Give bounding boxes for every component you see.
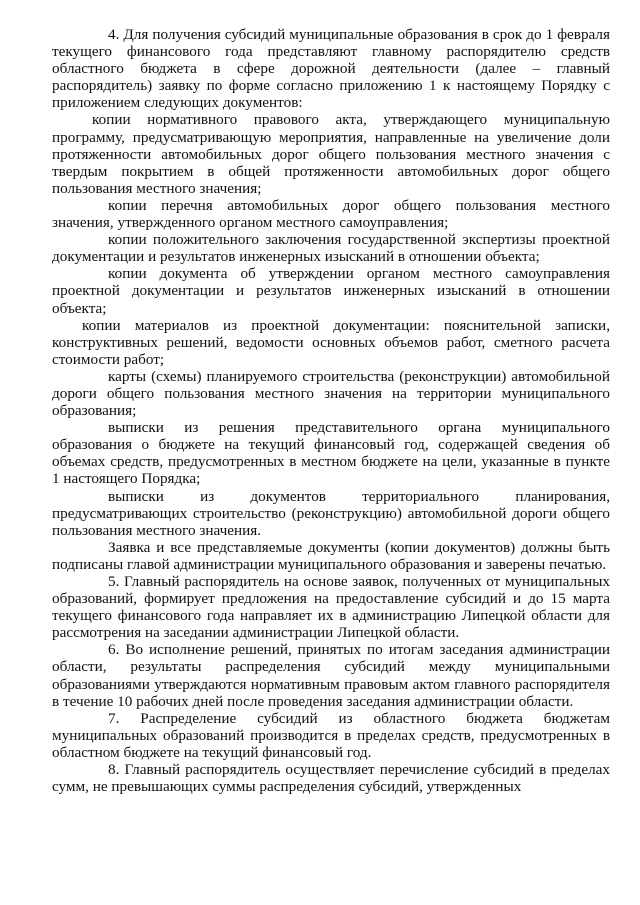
- paragraph-4-intro: 4. Для получения субсидий муниципальные образования в срок до 1 февраля текущего финансового года представляют главному распорядителю средств областного бюджета в сфере дорожной деятельности (далее – главный распорядитель) заявку по форме согласно приложению 1 к настоящему Порядку с приложением следующих документов:: [52, 26, 610, 112]
- list-item-maps: карты (схемы) планируемого строительства (реконструкции) автомобильной дороги общего пользования местного значения на территории муниципального образования;: [52, 367, 610, 420]
- list-item-roads-list: копии перечня автомобильных дорог общего пользования местного значения, утвержденного органом местного самоуправления;: [52, 196, 610, 232]
- paragraph-6: 6. Во исполнение решений, принятых по итогам заседания администрации области, результаты распределения субсидий между муниципальными образованиями утверждаются нормативным правовым актом главного распорядителя в течение 10 рабочих дней после проведения заседания администрации области.: [52, 641, 610, 710]
- list-item-approval-document: копии документа об утверждении органом местного самоуправления проектной документации и результатов инженерных изысканий в отношении объекта;: [52, 265, 610, 317]
- list-item-budget-extract: выписки из решения представительного органа муниципального образования о бюджете на текущий финансовый год, содержащей сведения об объемах средств, предусмотренных в местном бюджете на цели, указанные в пункте 1 настоящего Порядка;: [52, 419, 610, 488]
- paragraph-7: 7. Распределение субсидий из областного бюджета бюджетам муниципальных образований производится в пределах средств, предусмотренных в областном бюджете на текущий финансовый год.: [52, 709, 610, 761]
- list-item-expertise: копии положительного заключения государственной экспертизы проектной документации и результатов инженерных изысканий в отношении объекта;: [52, 231, 610, 266]
- list-item-project-materials: копии материалов из проектной документации: пояснительной записки, конструктивных решений, ведомости основных объемов работ, сметного расчета стоимости работ;: [52, 316, 610, 368]
- list-item-program-act: копии нормативного правового акта, утверждающего муниципальную программу, предусматривающую мероприятия, направленные на увеличение доли протяженности автомобильных дорог общего пользования местного значения с твердым покрытием в общей протяженности автомобильных дорог общего пользования местного значения;: [52, 111, 610, 197]
- list-item-planning-extract: выписки из документов территориального планирования, предусматривающих строительство (реконструкцию) автомобильной дороги общего пользования местного значения.: [52, 487, 610, 539]
- paragraph-signing: Заявка и все представляемые документы (копии документов) должны быть подписаны главой администрации муниципального образования и заверены печатью.: [52, 538, 610, 573]
- paragraph-5: 5. Главный распорядитель на основе заявок, полученных от муниципальных образований, формирует предложения на предоставление субсидий и до 15 марта текущего финансового года направляет их в администрацию Липецкой области для рассмотрения на заседании администрации Липецкой области.: [52, 573, 610, 642]
- paragraph-8: 8. Главный распорядитель осуществляет перечисление субсидий в пределах сумм, не превышающих суммы распределения субсидий, утвержденных: [52, 761, 610, 796]
- document-body: [52, 26, 610, 795]
